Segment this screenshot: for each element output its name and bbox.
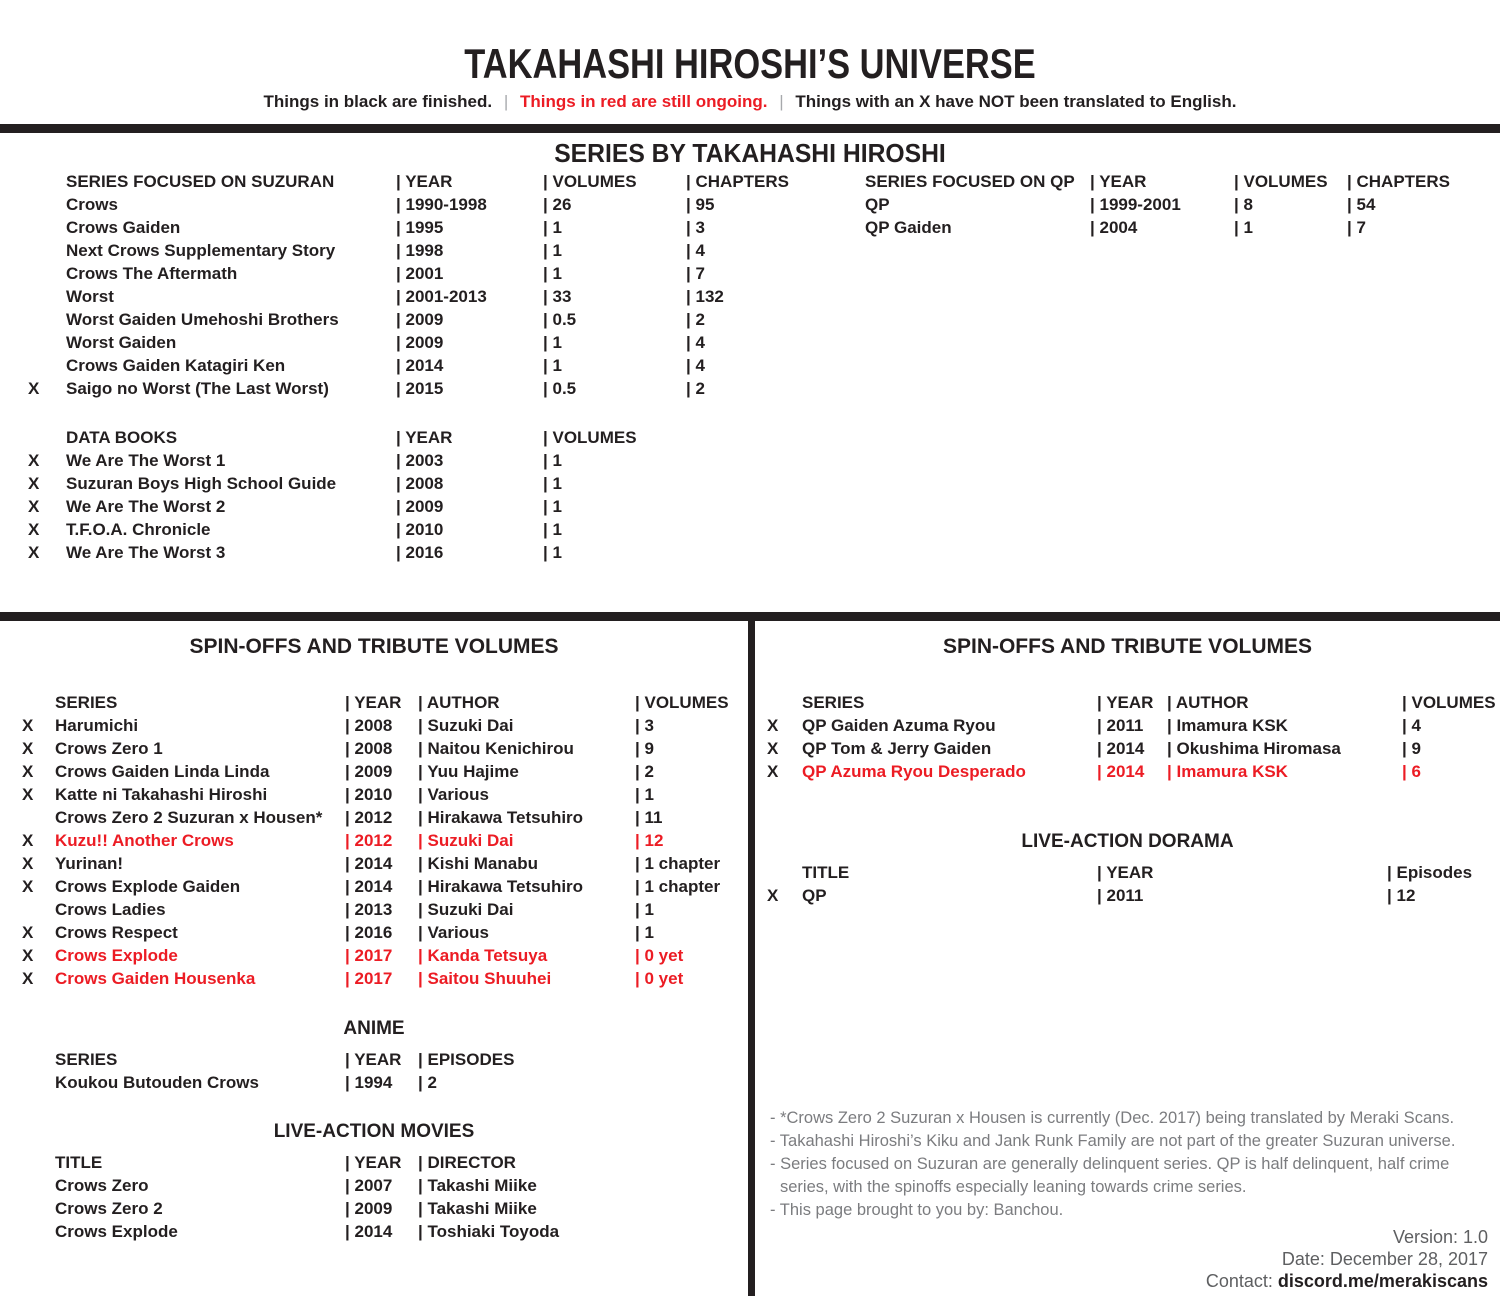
chapters-cell: | 7 [686, 262, 848, 285]
volumes-cell: | 1 [543, 354, 686, 377]
year-cell: | 2009 [396, 495, 543, 518]
year-cell: | 2008 [345, 714, 418, 737]
year-cell: | 2015 [396, 377, 543, 400]
x-marker: X [22, 739, 34, 758]
x-marker: X [22, 877, 34, 896]
table-body [767, 714, 1500, 783]
footer [755, 1226, 1488, 1292]
year-cell: | 2013 [345, 898, 418, 921]
year-cell: | 2011 [1097, 884, 1387, 907]
series-name-cell: Worst Gaiden [66, 333, 177, 352]
notes [770, 1107, 1482, 1222]
volumes-cell: | 9 [635, 737, 748, 760]
x-marker: X [28, 451, 40, 470]
note-item: - This page brought to you by: Banchou. [770, 1201, 1064, 1219]
table-header-row [28, 426, 848, 449]
table-header-row [865, 170, 1497, 193]
year-cell: | 2009 [345, 760, 418, 783]
legend-separator: | [503, 92, 509, 111]
x-marker [28, 216, 66, 239]
table-header-row [22, 1048, 748, 1071]
year-column-header: | YEAR [396, 170, 543, 193]
year-column-header: | YEAR [1090, 170, 1234, 193]
series-column-header: SERIES [55, 1050, 118, 1069]
volumes-column-header: | VOLUMES [635, 691, 748, 714]
x-marker: X [22, 716, 34, 735]
table-row [22, 1071, 748, 1094]
chapters-cell: | 132 [686, 285, 848, 308]
legend-untranslated: Things with an X have NOT been translated to English. [795, 92, 1237, 111]
table-row [22, 760, 748, 783]
x-marker [28, 193, 66, 216]
x-column-header [22, 1151, 55, 1174]
x-marker: X [22, 969, 34, 988]
author-column-header: | AUTHOR [418, 691, 635, 714]
author-cell: | Kanda Tetsuya [418, 944, 635, 967]
series-name-cell: Kuzu!! Another Crows [55, 831, 234, 850]
x-marker [28, 354, 66, 377]
table-row [28, 541, 848, 564]
table-row [28, 354, 848, 377]
x-marker: X [22, 785, 34, 804]
volumes-cell: | 1 [543, 216, 686, 239]
year-cell: | 2017 [345, 944, 418, 967]
year-column-header: | YEAR [345, 1048, 418, 1071]
volumes-cell: | 1 [543, 541, 848, 564]
chapters-cell: | 54 [1347, 193, 1497, 216]
author-cell: | Kishi Manabu [418, 852, 635, 875]
suzuran-series-table [28, 170, 848, 400]
year-cell: | 2014 [396, 354, 543, 377]
bottom-left-column [0, 621, 748, 1243]
x-column-header [28, 426, 66, 449]
x-marker: X [28, 379, 40, 398]
year-cell: | 2014 [345, 1220, 418, 1243]
series-section-heading: SERIES BY TAKAHASHI HIROSHI [554, 138, 946, 168]
x-marker: X [767, 739, 779, 758]
table-row [767, 760, 1500, 783]
table-row [22, 806, 748, 829]
year-column-header: | YEAR [345, 1151, 418, 1174]
volumes-cell: | 0 yet [635, 944, 748, 967]
spinoffs-left-heading: SPIN-OFFS AND TRIBUTE VOLUMES [189, 635, 559, 658]
x-marker: X [767, 886, 779, 905]
chapters-cell: | 4 [686, 354, 848, 377]
year-cell: | 2016 [396, 541, 543, 564]
volumes-cell: | 1 [543, 495, 848, 518]
year-cell: | 2016 [345, 921, 418, 944]
x-marker: X [22, 831, 34, 850]
volumes-cell: | 1 [543, 239, 686, 262]
title-column-header: TITLE [55, 1153, 103, 1172]
title-cell: Crows Zero [55, 1176, 149, 1195]
year-cell: | 2017 [345, 967, 418, 990]
movies-table [22, 1151, 748, 1243]
series-name-cell: Crows Gaiden Linda Linda [55, 762, 270, 781]
volumes-cell: | 11 [635, 806, 748, 829]
vertical-divider [748, 612, 755, 1296]
table-row [22, 944, 748, 967]
author-cell: | Suzuki Dai [418, 829, 635, 852]
volumes-cell: | 3 [635, 714, 748, 737]
volumes-cell: | 0.5 [543, 308, 686, 331]
year-cell: | 2012 [345, 829, 418, 852]
table-body [22, 1071, 748, 1094]
table-row [22, 829, 748, 852]
year-column-header: | YEAR [1097, 861, 1387, 884]
legend-ongoing: Things in red are still ongoing. [520, 92, 768, 111]
series-name-cell: Crows Zero 1 [55, 739, 163, 758]
x-marker: X [28, 543, 40, 562]
volumes-cell: | 0.5 [543, 377, 686, 400]
volumes-column-header: | VOLUMES [543, 170, 686, 193]
dorama-heading: LIVE-ACTION DORAMA [1021, 831, 1234, 852]
table-row [767, 737, 1500, 760]
year-cell: | 2003 [396, 449, 543, 472]
series-name-cell: Worst Gaiden Umehoshi Brothers [66, 310, 339, 329]
table-body [22, 1174, 748, 1243]
table-row [22, 737, 748, 760]
table-body [767, 884, 1500, 907]
author-cell: | Hirakawa Tetsuhiro [418, 875, 635, 898]
title-column-header: TITLE [802, 863, 850, 882]
chapters-cell: | 3 [686, 216, 848, 239]
series-name-cell: Koukou Butouden Crows [55, 1073, 259, 1092]
table-row [28, 193, 848, 216]
data-books-table [28, 426, 848, 564]
chapters-cell: | 4 [686, 239, 848, 262]
volumes-column-header: | VOLUMES [543, 426, 848, 449]
contact-label: Contact: [1205, 1271, 1278, 1291]
volumes-cell: | 1 chapter [635, 875, 748, 898]
table-row [28, 472, 848, 495]
table-header-row [767, 691, 1500, 714]
table-row [767, 884, 1500, 907]
author-cell: | Saitou Shuuhei [418, 967, 635, 990]
table-body [28, 193, 848, 400]
year-cell: | 2014 [1097, 737, 1167, 760]
author-cell: | Various [418, 783, 635, 806]
volumes-cell: | 1 [635, 898, 748, 921]
spinoffs-left-table [22, 691, 748, 990]
x-marker: X [28, 497, 40, 516]
table-row [22, 1174, 748, 1197]
page-title: TAKAHASHI HIROSHI’S UNIVERSE [464, 40, 1036, 87]
top-divider [0, 124, 1500, 133]
volumes-cell: | 9 [1402, 737, 1500, 760]
volumes-cell: | 8 [1234, 193, 1347, 216]
series-name-cell: Crows The Aftermath [66, 264, 238, 283]
director-cell: | Takashi Miike [418, 1197, 748, 1220]
note-item: - Series focused on Suzuran are generally delinquent series. QP is half delinquent, half crime series, with the spinoffs especially leaning towards crime series. [770, 1155, 1450, 1196]
table-row [28, 449, 848, 472]
author-cell: | Suzuki Dai [418, 714, 635, 737]
bottom-right-column [755, 621, 1500, 1292]
series-name-cell: Crows Gaiden Katagiri Ken [66, 356, 286, 375]
x-marker: X [28, 520, 40, 539]
x-marker [22, 806, 55, 829]
volumes-cell: | 1 [1234, 216, 1347, 239]
table-row [22, 714, 748, 737]
series-name-cell: Crows Ladies [55, 900, 166, 919]
series-name-cell: We Are The Worst 1 [66, 451, 226, 470]
year-column-header: | YEAR [1097, 691, 1167, 714]
series-column-header: SERIES FOCUSED ON QP [865, 172, 1075, 191]
table-row [22, 898, 748, 921]
legend-separator: | [779, 92, 784, 111]
year-cell: | 2014 [345, 875, 418, 898]
x-column-header [767, 691, 802, 714]
year-cell: | 2009 [396, 308, 543, 331]
volumes-cell: | 1 chapter [635, 852, 748, 875]
x-column-header [28, 170, 66, 193]
series-column-header: DATA BOOKS [66, 428, 178, 447]
volumes-cell: | 1 [635, 783, 748, 806]
spinoffs-right-heading: SPIN-OFFS AND TRIBUTE VOLUMES [942, 635, 1313, 658]
series-name-cell: Harumichi [55, 716, 139, 735]
year-cell: | 2009 [396, 331, 543, 354]
series-name-cell: Crows Gaiden [66, 218, 181, 237]
table-header-row [22, 1151, 748, 1174]
series-name-cell: T.F.O.A. Chronicle [66, 520, 211, 539]
series-name-cell: Crows Respect [55, 923, 178, 942]
volumes-cell: | 1 [543, 449, 848, 472]
legend-finished: Things in black are finished. [263, 92, 493, 111]
chapters-column-header: | CHAPTERS [686, 170, 848, 193]
director-column-header: | DIRECTOR [418, 1151, 748, 1174]
author-cell: | Imamura KSK [1167, 760, 1402, 783]
author-cell: | Various [418, 921, 635, 944]
series-name-cell: QP Gaiden [865, 218, 952, 237]
year-cell: | 1995 [396, 216, 543, 239]
note-item: - Takahashi Hiroshi’s Kiku and Jank Runk Family are not part of the greater Suzuran universe. [770, 1132, 1456, 1150]
series-name-cell: Katte ni Takahashi Hiroshi [55, 785, 268, 804]
episodes-column-header: | Episodes [1387, 861, 1500, 884]
year-cell: | 2012 [345, 806, 418, 829]
x-marker: X [22, 923, 34, 942]
table-row [767, 714, 1500, 737]
director-cell: | Takashi Miike [418, 1174, 748, 1197]
x-marker [28, 262, 66, 285]
spinoffs-right-table [767, 691, 1500, 783]
year-cell: | 1994 [345, 1071, 418, 1094]
volumes-column-header: | VOLUMES [1234, 170, 1347, 193]
year-cell: | 2009 [345, 1197, 418, 1220]
year-cell: | 2010 [396, 518, 543, 541]
volumes-cell: | 6 [1402, 760, 1500, 783]
contact-link[interactable]: discord.me/merakiscans [1277, 1271, 1488, 1291]
year-column-header: | YEAR [345, 691, 418, 714]
x-marker [22, 1174, 55, 1197]
x-marker [28, 239, 66, 262]
series-name-cell: Saigo no Worst (The Last Worst) [66, 379, 329, 398]
volumes-cell: | 1 [543, 262, 686, 285]
volumes-cell: | 1 [543, 331, 686, 354]
movies-heading: LIVE-ACTION MOVIES [273, 1121, 475, 1142]
year-cell: | 1998 [396, 239, 543, 262]
table-row [22, 1197, 748, 1220]
table-header-row [28, 170, 848, 193]
table-row [28, 239, 848, 262]
volumes-cell: | 1 [543, 472, 848, 495]
year-cell: | 2008 [396, 472, 543, 495]
series-name-cell: We Are The Worst 2 [66, 497, 226, 516]
volumes-cell: | 1 [635, 921, 748, 944]
x-column-header [22, 691, 55, 714]
volumes-cell: | 33 [543, 285, 686, 308]
legend [0, 90, 1500, 114]
x-marker [22, 1071, 55, 1094]
x-marker: X [22, 854, 34, 873]
series-name-cell: QP Tom & Jerry Gaiden [802, 739, 992, 758]
series-name-cell: Crows Explode [55, 946, 178, 965]
year-cell: | 2014 [345, 852, 418, 875]
chapters-column-header: | CHAPTERS [1347, 170, 1497, 193]
table-header-row [767, 861, 1500, 884]
table-body [865, 193, 1497, 239]
series-name-cell: QP Gaiden Azuma Ryou [802, 716, 996, 735]
series-column-header: SERIES FOCUSED ON SUZURAN [66, 172, 335, 191]
year-cell: | 2011 [1097, 714, 1167, 737]
dorama-table [767, 861, 1500, 907]
x-marker [28, 331, 66, 354]
episodes-cell: | 2 [418, 1071, 748, 1094]
table-row [22, 783, 748, 806]
series-name-cell: Crows Explode Gaiden [55, 877, 241, 896]
table-row [22, 921, 748, 944]
anime-table [22, 1048, 748, 1094]
table-row [865, 193, 1497, 216]
table-row [28, 216, 848, 239]
x-marker [22, 898, 55, 921]
year-column-header: | YEAR [396, 426, 543, 449]
author-cell: | Naitou Kenichirou [418, 737, 635, 760]
table-row [28, 331, 848, 354]
table-body [22, 714, 748, 990]
series-name-cell: Worst [66, 287, 114, 306]
title-cell: QP [802, 886, 827, 905]
x-marker [22, 1220, 55, 1243]
x-marker [28, 285, 66, 308]
year-cell: | 2008 [345, 737, 418, 760]
volumes-cell: | 12 [635, 829, 748, 852]
series-name-cell: QP [865, 195, 890, 214]
series-name-cell: Yurinan! [55, 854, 124, 873]
series-name-cell: Crows Gaiden Housenka [55, 969, 256, 988]
footer-version: Version: 1.0 [1392, 1227, 1488, 1247]
chapters-cell: | 4 [686, 331, 848, 354]
table-row [22, 852, 748, 875]
year-cell: | 1999-2001 [1090, 193, 1234, 216]
x-marker: X [767, 716, 779, 735]
table-row [28, 518, 848, 541]
author-cell: | Yuu Hajime [418, 760, 635, 783]
table-row [28, 262, 848, 285]
table-row [28, 308, 848, 331]
series-name-cell: Suzuran Boys High School Guide [66, 474, 337, 493]
series-name-cell: We Are The Worst 3 [66, 543, 226, 562]
footer-date: Date: December 28, 2017 [1281, 1249, 1488, 1269]
author-cell: | Hirakawa Tetsuhiro [418, 806, 635, 829]
x-marker: X [22, 762, 34, 781]
table-row [28, 285, 848, 308]
chapters-cell: | 2 [686, 377, 848, 400]
year-cell: | 2010 [345, 783, 418, 806]
author-cell: | Okushima Hiromasa [1167, 737, 1402, 760]
year-cell: | 2014 [1097, 760, 1167, 783]
volumes-cell: | 4 [1402, 714, 1500, 737]
note-item: - *Crows Zero 2 Suzuran x Housen is currently (Dec. 2017) being translated by Meraki Scans. [770, 1109, 1455, 1127]
author-cell: | Suzuki Dai [418, 898, 635, 921]
title-cell: Crows Explode [55, 1222, 178, 1241]
series-column-header: SERIES [55, 693, 118, 712]
table-row [22, 1220, 748, 1243]
x-marker [28, 308, 66, 331]
table-row [22, 967, 748, 990]
x-marker: X [767, 762, 779, 781]
qp-series-table [865, 170, 1497, 239]
chapters-cell: | 2 [686, 308, 848, 331]
volumes-cell: | 1 [543, 518, 848, 541]
chapters-cell: | 7 [1347, 216, 1497, 239]
volumes-cell: | 2 [635, 760, 748, 783]
year-cell: | 2007 [345, 1174, 418, 1197]
author-column-header: | AUTHOR [1167, 691, 1402, 714]
table-row [28, 377, 848, 400]
table-row [28, 495, 848, 518]
x-column-header [767, 861, 802, 884]
x-marker [22, 1197, 55, 1220]
x-marker: X [22, 946, 34, 965]
series-column-header: SERIES [802, 693, 865, 712]
table-row [22, 875, 748, 898]
title-cell: Crows Zero 2 [55, 1199, 163, 1218]
series-name-cell: Crows [66, 195, 118, 214]
series-name-cell: Crows Zero 2 Suzuran x Housen* [55, 808, 323, 827]
year-cell: | 2004 [1090, 216, 1234, 239]
anime-heading: ANIME [343, 1018, 405, 1039]
year-cell: | 1990-1998 [396, 193, 543, 216]
episodes-column-header: | EPISODES [418, 1048, 748, 1071]
director-cell: | Toshiaki Toyoda [418, 1220, 748, 1243]
table-body [28, 449, 848, 564]
year-cell: | 2001-2013 [396, 285, 543, 308]
chapters-cell: | 95 [686, 193, 848, 216]
x-marker: X [28, 474, 40, 493]
episodes-cell: | 12 [1387, 884, 1500, 907]
footer-contact [755, 1270, 1488, 1292]
volumes-column-header: | VOLUMES [1402, 691, 1500, 714]
series-name-cell: Next Crows Supplementary Story [66, 241, 336, 260]
x-column-header [22, 1048, 55, 1071]
author-cell: | Imamura KSK [1167, 714, 1402, 737]
volumes-cell: | 0 yet [635, 967, 748, 990]
volumes-cell: | 26 [543, 193, 686, 216]
series-name-cell: QP Azuma Ryou Desperado [802, 762, 1026, 781]
table-header-row [22, 691, 748, 714]
year-cell: | 2001 [396, 262, 543, 285]
table-row [865, 216, 1497, 239]
